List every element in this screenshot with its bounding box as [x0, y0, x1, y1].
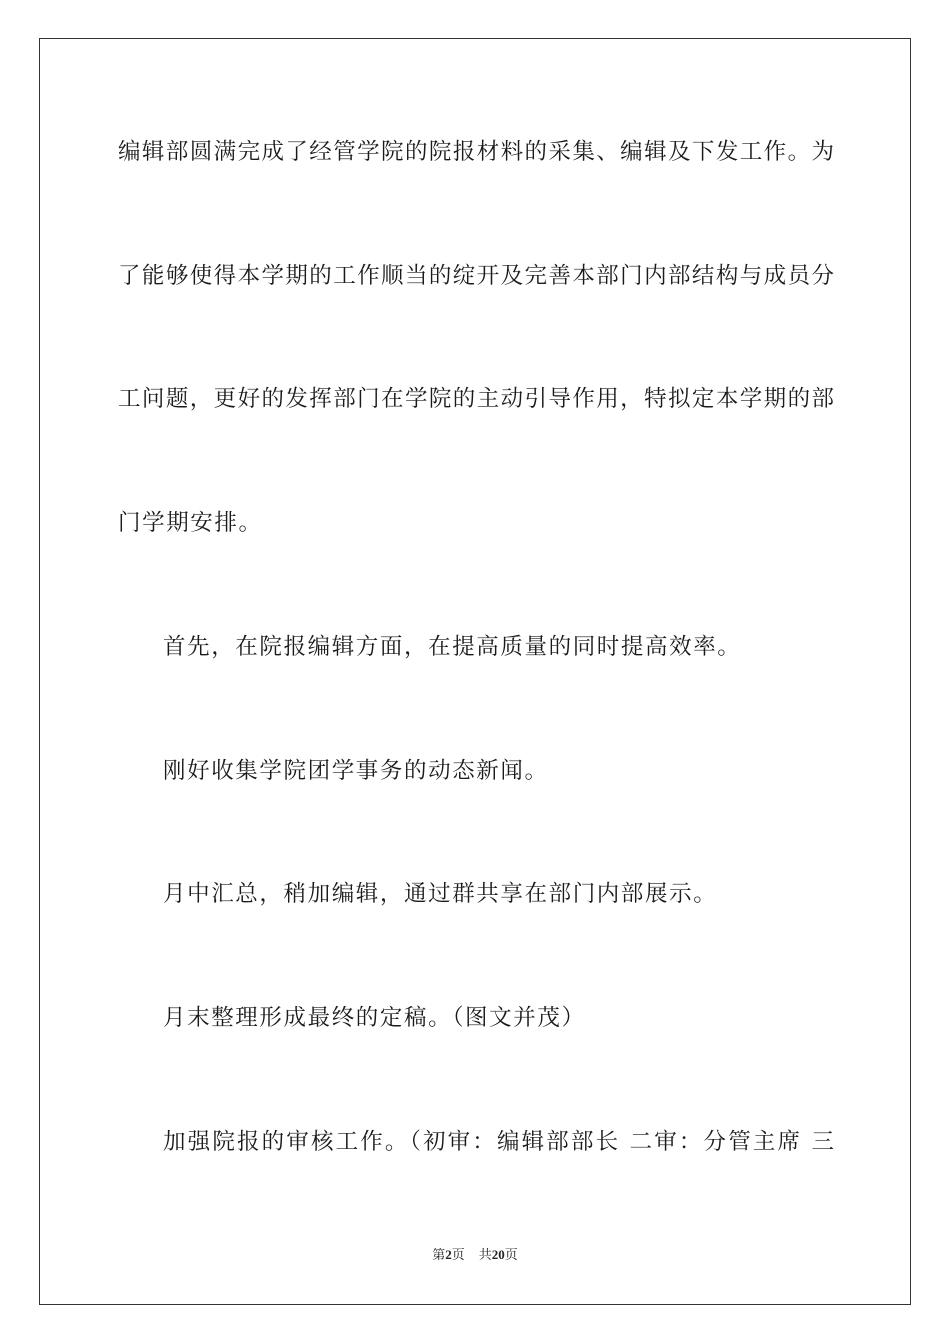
page-number: 2	[445, 1247, 452, 1262]
total-suffix: 页	[504, 1248, 518, 1263]
total-prefix: 共	[478, 1248, 492, 1263]
paragraph-line-4: 门学期安排。	[118, 510, 263, 536]
page-suffix: 页	[451, 1248, 465, 1263]
page-footer	[0, 1246, 950, 1265]
page-prefix: 第	[432, 1248, 446, 1263]
paragraph-line-3: 工问题，更好的发挥部门在学院的主动引导作用，特拟定本学期的部	[118, 386, 834, 412]
paragraph-line-6: 刚好收集学院团学事务的动态新闻。	[163, 758, 549, 784]
paragraph-line-9: 加强院报的审核工作。（初审：编辑部部长 二审：分管主席 三	[163, 1129, 834, 1155]
page-frame	[39, 38, 911, 1305]
paragraph-line-2: 了能够使得本学期的工作顺当的绽开及完善本部门内部结构与成员分	[118, 263, 834, 289]
paragraph-line-7: 月中汇总，稍加编辑，通过群共享在部门内部展示。	[163, 881, 718, 907]
paragraph-line-5: 首先，在院报编辑方面，在提高质量的同时提高效率。	[163, 634, 742, 660]
paragraph-line-1: 编辑部圆满完成了经管学院的院报材料的采集、编辑及下发工作。为	[118, 139, 834, 165]
paragraph-line-8: 月末整理形成最终的定稿。（图文并茂）	[163, 1005, 586, 1031]
total-pages: 20	[491, 1247, 505, 1262]
